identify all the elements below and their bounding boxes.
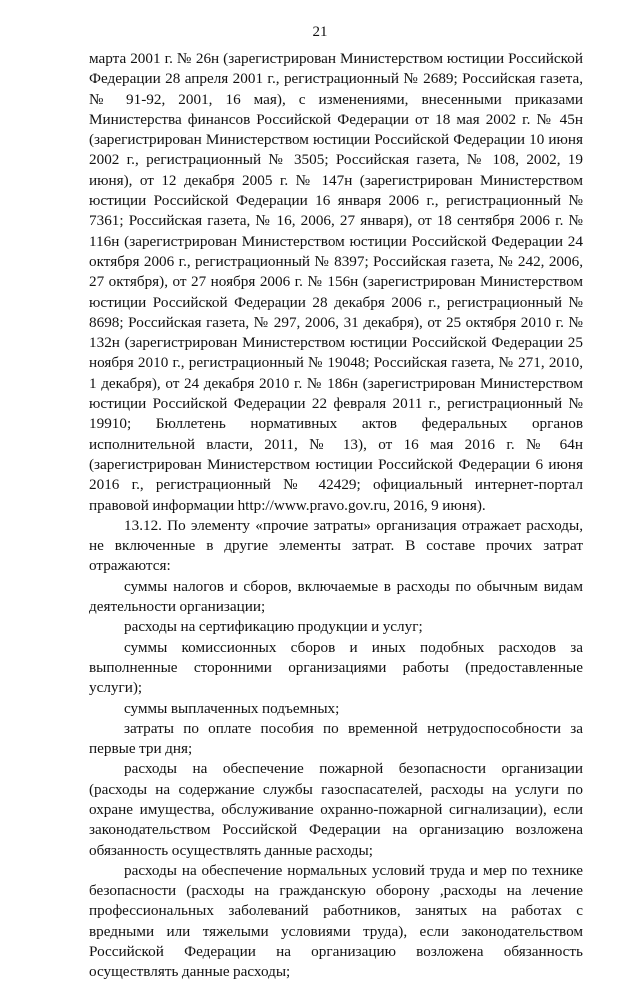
list-item-taxes: суммы налогов и сборов, включаемые в расходы по обычным видам деятельности организации; bbox=[89, 577, 583, 616]
list-item-commissions: суммы комиссионных сборов и иных подобных расходов за выполненные сторонними организациями работы (предоставленные услуги); bbox=[89, 638, 583, 697]
list-item-relocation: суммы выплаченных подъемных; bbox=[124, 699, 340, 717]
document-body bbox=[89, 49, 583, 983]
list-item-labor-safety: расходы на обеспечение нормальных условий труда и мер по технике безопасности (расходы на гражданскую оборону ,расходы на лечение профессиональных заболеваний работников, занятых на работах с вредными или тяжелыми условиями труда), если законодательством Российской Федерации на организацию возложена обязанность осуществлять данные расходы; bbox=[89, 861, 583, 981]
paragraph-prikaz-continuation: марта 2001 г. № 26н (зарегистрирован Министерством юстиции Российской Федерации 28 апреля 2001 г., регистрационный № 2689; Российская газета, № 91-92, 2001, 16 мая), с изменениями, внесенными приказами Министерства финансов Российской Федерации от 18 мая 2002 г. № 45н (зарегистрирован Министерством юстиции Российской Федерации 10 июня 2002 г., регистрационный № 3505; Российская газета, № 108, 2002, 19 июня), от 12 декабря 2005 г. № 147н (зарегистрирован Министерством юстиции Российской Федерации 16 января 2006 г., регистрационный № 7361; Российская газета, № 16, 2006, 27 января), от 18 сентября 2006 г. № 116н (зарегистрирован Министерством юстиции Российской Федерации 24 октября 2006 г., регистрационный № 8397; Российская газета, № 242, 2006, 27 октября), от 27 ноября 2006 г. № 156н (зарегистрирован Министерством юстиции Российской Федерации 28 декабря 2006 г., регистрационный № 8698; Российская газета, № 297, 2006, 31 декабря), от 25 октября 2010 г. № 132н (зарегистрирован Министерством юстиции Российской Федерации 25 ноября 2010 г., регистрационный № 19048; Российская газета, № 271, 2010, 1 декабря), от 24 декабря 2010 г. № 186н (зарегистрирован Министерством юстиции Российской Федерации 22 февраля 2011 г., регистрационный № 19910; Бюллетень нормативных актов федеральных органов исполнительной власти, 2011, № 13), от 16 мая 2016 г. № 64н (зарегистрирован Министерством юстиции Российской Федерации 6 июня 2016 г., регистрационный № 42429; официальный интернет-портал правовой информации http://www.pravo.gov.ru, 2016, 9 июня). bbox=[89, 50, 583, 514]
list-item-sick-leave: затраты по оплате пособия по временной нетрудоспособности за первые три дня; bbox=[89, 719, 583, 758]
paragraph-13-12: 13.12. По элементу «прочие затраты» организация отражает расходы, не включенные в другие элементы затрат. В составе прочих затрат отражаются: bbox=[89, 516, 583, 575]
list-item-certification: расходы на сертификацию продукции и услуг; bbox=[124, 618, 423, 636]
list-item-fire-safety: расходы на обеспечение пожарной безопасности организации (расходы на содержание службы газоспасателей, расходы на услуги по охране имущества, обслуживание охранно-пожарной сигнализации), если законодательством Российской Федерации на организацию возложена обязанность осуществлять данные расходы; bbox=[89, 760, 583, 859]
page-number: 21 bbox=[312, 24, 328, 40]
